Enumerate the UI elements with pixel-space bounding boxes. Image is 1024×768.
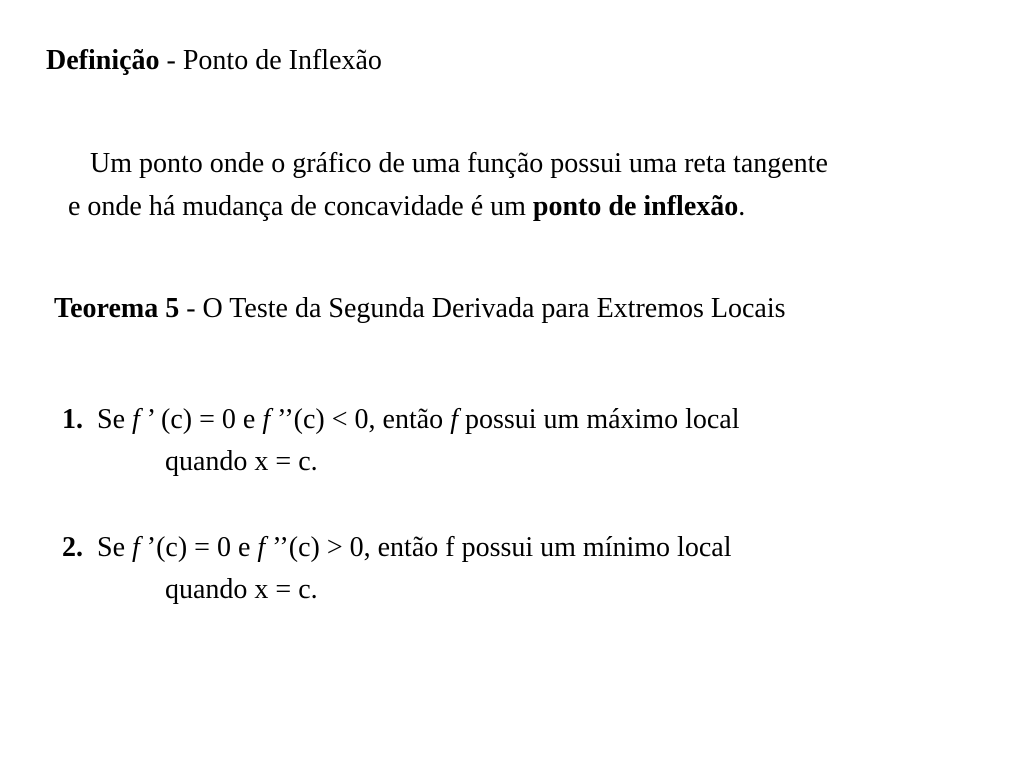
- item-1-part1: ’ (c) = 0 e: [139, 404, 263, 435]
- item-1-part3: possui um máximo local: [457, 404, 740, 435]
- definition-text: Um ponto onde o gráfico de uma função possui uma reta tangente: [90, 148, 828, 179]
- item-1-part2: ’’(c) < 0, então: [270, 404, 451, 435]
- item-2-se: Se: [97, 532, 132, 563]
- item-1-line-2: [165, 448, 318, 476]
- definition-label: Definição: [46, 45, 160, 76]
- item-2-number: 2.: [62, 532, 83, 563]
- item-2-part1: ’(c) = 0 e: [139, 532, 258, 563]
- definition-text-line-1: [90, 150, 828, 178]
- item-1-f1: f: [132, 404, 140, 435]
- item-1-f2: f: [262, 404, 271, 435]
- theorem-label: Teorema 5: [54, 293, 180, 324]
- item-1-line-1: [62, 406, 740, 434]
- item-2-f2: f: [257, 532, 266, 563]
- theorem-title: - O Teste da Segunda Derivada para Extremos Locais: [179, 293, 786, 324]
- theorem-heading: [54, 295, 786, 323]
- definition-heading: [46, 47, 382, 75]
- item-1-f3: f: [450, 404, 458, 435]
- item-2-line-2: [165, 576, 318, 604]
- definition-term: ponto de inflexão: [532, 191, 739, 222]
- item-1-number: 1.: [62, 404, 83, 435]
- item-2-part2: ’’(c) > 0, então f possui um mínimo local: [265, 532, 732, 563]
- item-2-condition: quando x = c.: [165, 574, 318, 605]
- definition-text-post: .: [738, 191, 746, 222]
- definition-title: - Ponto de Inflexão: [159, 45, 382, 76]
- definition-text-line-2: [68, 193, 745, 221]
- item-2-f1: f: [132, 532, 140, 563]
- item-2-line-1: [62, 534, 731, 562]
- item-1-condition: quando x = c.: [165, 446, 318, 477]
- item-1-se: Se: [97, 404, 132, 435]
- definition-text-pre: e onde há mudança de concavidade é um: [68, 191, 533, 222]
